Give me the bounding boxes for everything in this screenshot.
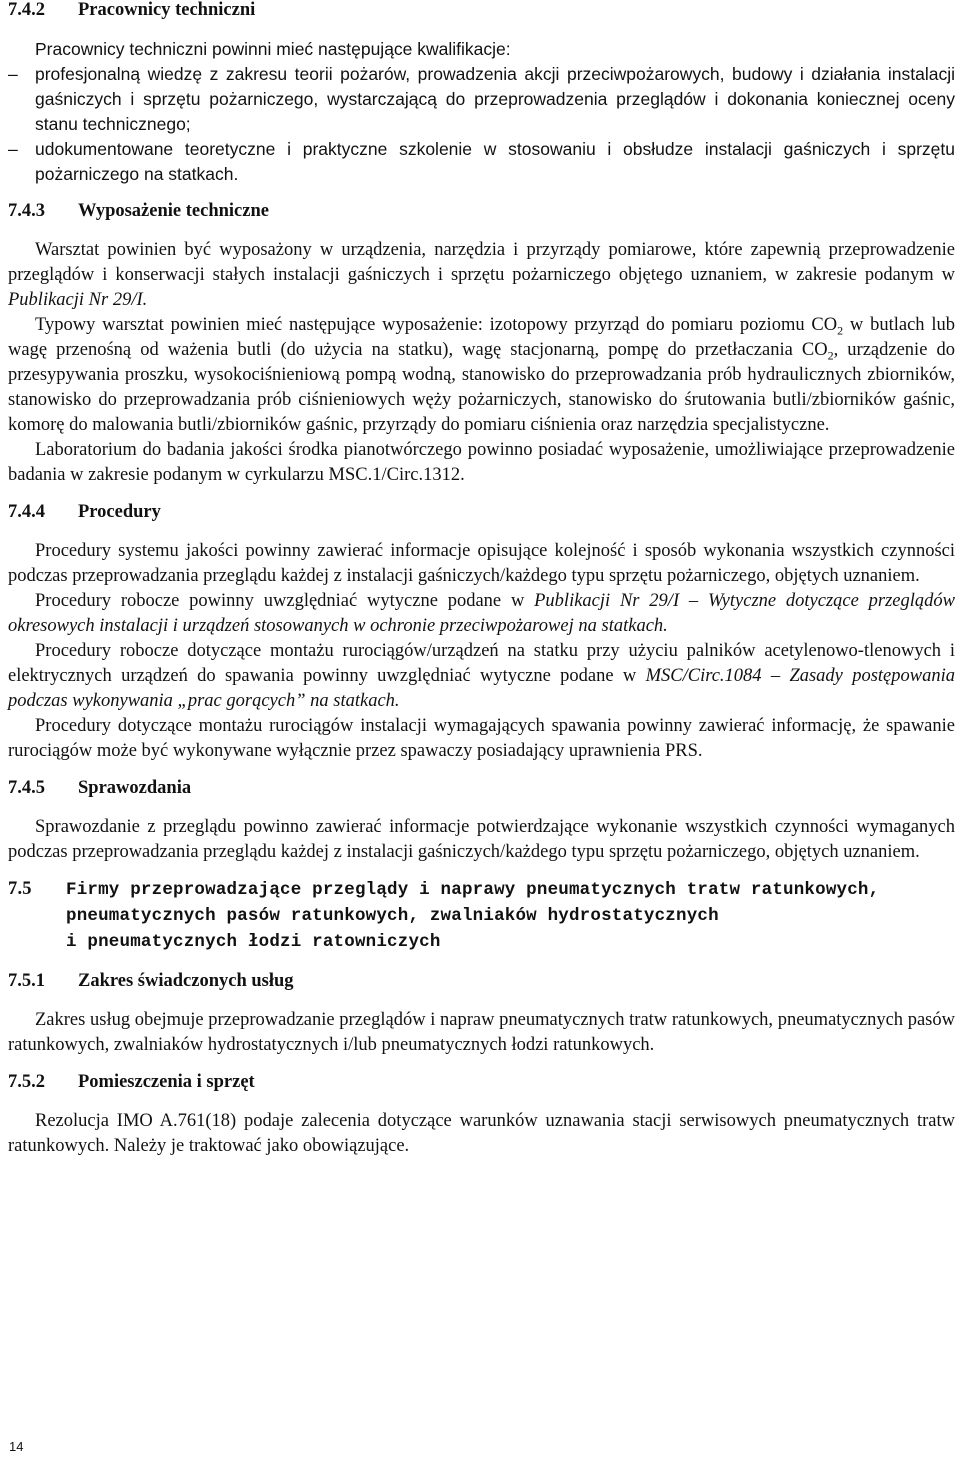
title-line: pneumatycznych pasów ratunkowych, zwalniaków hydrostatycznych [66,906,719,926]
section-title: Pracownicy techniczni [78,0,256,20]
section-title [66,877,926,955]
list-item-text: udokumentowane teoretyczne i praktyczne szkolenie w stosowaniu i obsłudze instalacji gaśniczych i sprzętu pożarniczego na statkach. [35,139,955,184]
page-number: 14 [9,1439,24,1454]
paragraph [8,639,955,714]
heading-7-4-3 [8,199,955,224]
paragraph: Pracownicy techniczni powinni mieć następujące kwalifikacje: [35,39,511,59]
subscript: 2 [827,348,834,363]
heading-7-5-1 [8,969,955,994]
publication-reference: Publikacji Nr 29/I. [8,290,148,310]
section-number: 7.5 [8,879,32,899]
bullet-dash: – [8,139,18,159]
text-run: w butlach lub wagę przenośną od ważenia butli (do użycia na statku), wagę stacjonarną, pompę do przetłaczania CO [8,315,955,360]
section-number: 7.4.5 [8,778,45,798]
paragraph: Laboratorium do badania jakości środka pianotwórczego powinno posiadać wyposażenie, umożliwiające przeprowadzenie badania w zakresie podanym w cyrkularzu MSC.1/Circ.1312. [8,440,955,485]
section-number: 7.4.2 [8,0,45,20]
paragraph: Procedury systemu jakości powinny zawierać informacje opisujące kolejność i sposób wykonania wszystkich czynności podczas przeprowadzania przeglądu każdej z instalacji gaśniczych/każdego typu sprzętu pożarniczego, objętych uznaniem. [8,541,955,586]
text-run: Procedury robocze dotyczące montażu rurociągów/urządzeń na statku przy użyciu palników acetylenowo-tlenowych i elektrycznych urządzeń do spawania powinny uwzględniać wytyczne podane w [8,641,955,686]
heading-7-4-2 [8,0,955,23]
circular-reference: MSC/Circ.1084 – Zasady postępowania podczas wykonywania „prac gorących” na statkach. [8,666,955,711]
list-item [8,62,955,137]
paragraph [8,313,955,438]
section-number: 7.4.4 [8,502,45,522]
section-title: Procedury [78,502,161,522]
section-title: Pomieszczenia i sprzęt [78,1072,255,1092]
list-item [8,137,955,187]
text-run: Procedury robocze powinny uwzględniać wytyczne podane w [35,591,535,611]
paragraph [8,589,955,639]
paragraph: Zakres usług obejmuje przeprowadzanie przeglądów i napraw pneumatycznych tratw ratunkowych, pneumatycznych pasów ratunkowych, zwalniaków hydrostatycznych i/lub pneumatycznych łodzi ratunkowych. [8,1010,955,1055]
qualifications-block [8,37,955,187]
heading-7-4-4 [8,500,955,525]
section-number: 7.4.3 [8,201,45,221]
section-title: Zakres świadczonych usług [78,971,294,991]
heading-7-4-5 [8,776,955,801]
text-run: Warsztat powinien być wyposażony w urządzenia, narzędzia i przyrządy pomiarowe, które zapewnią przeprowadzenie przeglądów i konserwacji stałych instalacji gaśniczych i sprzętu pożarniczego objętego uznaniem, w zakresie podanym w [8,240,955,285]
list-item-text: profesjonalną wiedzę z zakresu teorii pożarów, prowadzenia akcji przeciwpożarowych, budowy i działania instalacji gaśniczych i sprzętu pożarniczego, wystarczającą do przeprowadzenia przeglądów i dokonania koniecznej oceny stanu technicznego; [35,64,955,134]
heading-7-5-2 [8,1070,955,1095]
paragraph [8,238,955,313]
section-title: Wyposażenie techniczne [78,201,269,221]
text-run: , urządzenie do przesypywania proszku, wysokociśnieniową pompą wodną, stanowisko do przeprowadzania prób hydraulicznych zbiorników, stanowisko do przeprowadzania prób ciśnieniowych węży pożarniczych, stanowisko do śrutowania butli/zbiorników gaśnic, komorę do malowania butli/zbiorników gaśnic, przyrządy do pomiaru ciśnienia oraz narzędzia specjalistyczne. [8,340,955,435]
paragraph: Sprawozdanie z przeglądu powinno zawierać informacje potwierdzające wykonanie wszystkich czynności wymaganych podczas przeprowadzania przeglądu każdej z instalacji gaśniczych/każdego typu sprzętu pożarniczego, objętych uznaniem. [8,817,955,862]
section-number: 7.5.1 [8,971,45,991]
text-run: Typowy warsztat powinien mieć następujące wyposażenie: izotopowy przyrząd do pomiaru poziomu CO [35,315,838,335]
bullet-dash: – [8,64,18,84]
publication-reference: Publikacji Nr 29/I – Wytyczne dotyczące przeglądów okresowych instalacji i urządzeń stosowanych w ochronie przeciwpożarowej na statkach. [8,591,955,636]
title-line: Firmy przeprowadzające przeglądy i naprawy pneumatycznych tratw ratunkowych, [66,880,880,900]
section-title: Sprawozdania [78,778,192,798]
heading-7-5 [8,877,955,955]
paragraph: Rezolucja IMO A.761(18) podaje zalecenia dotyczące warunków uznawania stacji serwisowych pneumatycznych tratw ratunkowych. Należy je traktować jako obowiązujące. [8,1111,955,1156]
subscript: 2 [837,323,844,338]
title-line: i pneumatycznych łodzi ratowniczych [66,932,441,952]
paragraph: Procedury dotyczące montażu rurociągów instalacji wymagających spawania powinny zawierać informację, że spawanie rurociągów może być wykonywane wyłącznie przez spawaczy posiadający uprawnienia PRS. [8,716,955,761]
section-number: 7.5.2 [8,1072,45,1092]
